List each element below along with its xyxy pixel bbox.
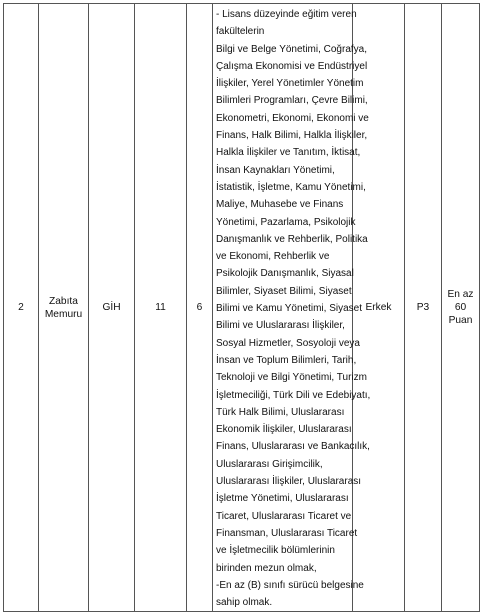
qualification-line: Çalışma Ekonomisi ve Endüstriyel [216,60,368,72]
kpss-type-cell [405,4,442,612]
table-row [4,4,480,612]
position-title-cell [39,4,89,612]
qualification-line: Halkla İlişkiler ve Tanıtım, İktisat, [216,147,361,159]
grade-cell [135,4,187,612]
qualification-line: Maliye, Muhasebe ve Finans [216,199,344,211]
position-title-line: Memuru [44,308,83,320]
qualification-line: Ekonometri, Ekonomi, Ekonomi ve [216,112,369,124]
gender-value: Erkek [365,302,392,314]
qualification-line: Bilimleri Programları, Çevre Bilimi, [216,95,368,107]
qualification-line: ve Ekonomi, Rehberlik ve [216,251,330,263]
qualification-cell [213,4,371,612]
qualification-line: ve İşletmecilik bölümlerinin [216,545,335,557]
qualification-line: İşletmeciliği, Türk Dili ve Edebiyatı, [216,389,371,401]
qualification-line: fakültelerin [216,26,265,38]
qualification-line: İşletme Yönetimi, Uluslararası [216,493,349,505]
qualification-line: Ekonomik İlişkiler, Uluslararası [216,424,352,436]
grade-value: 11 [155,302,166,314]
recruitment-table [3,3,480,612]
qualification-line: Finansman, Uluslararası Ticaret [216,527,358,539]
qualification-line: Bilimler, Siyaset Bilimi, Siyaset [216,285,352,297]
qualification-line: Teknoloji ve Bilgi Yönetimi, Turizm [216,372,367,384]
row-number-cell [4,4,39,612]
qualification-line: Bilimi ve Uluslararası İlişkiler, [216,320,345,332]
qualification-line: Sosyal Hizmetler, Sosyoloji veya [216,337,360,349]
position-title-line: Zabıta [49,295,78,307]
min-score-line: Puan [448,315,473,327]
qualification-line: Danışmanlık ve Rehberlik, Politika [216,233,368,245]
count-cell [187,4,213,612]
qualification-line: - Lisans düzeyinde eğitim veren [216,9,357,20]
qualification-line: Psikolojik Danışmanlık, Siyasal [216,268,354,280]
qualification-line: sahip olmak. [216,597,273,609]
qualification-line: birinden mezun olmak, [216,562,317,574]
qualification-line: İnsan Kaynakları Yönetimi, [216,164,335,176]
min-score-cell [442,4,480,612]
min-score-line: En az 60 [447,289,474,314]
class-value: GİH [102,302,121,314]
kpss-type-value: P3 [416,302,430,314]
qualification-line: Uluslararası Girişimcilik, [216,458,323,470]
class-cell [89,4,135,612]
qualification-line: Yönetimi, Pazarlama, Psikolojik [216,216,356,228]
count-value: 6 [196,302,203,314]
qualification-line: -En az (B) sınıfı sürücü belgesine [216,579,364,591]
qualification-line: Türk Halk Bilimi, Uluslararası [216,406,345,418]
qualification-line: İnsan ve Toplum Bilimleri, Tarih, [216,354,357,366]
qualification-line: İstatistik, İşletme, Kamu Yönetimi, [216,181,366,193]
qualification-line: Bilgi ve Belge Yönetimi, Coğrafya, [216,43,368,55]
qualification-line: Finans, Halk Bilimi, Halkla İlişkiler, [216,130,368,142]
qualification-line: Finans, Uluslararası ve Bankacılık, [216,441,370,453]
qualification-line: Bilimi ve Kamu Yönetimi, Siyaset [216,303,362,315]
qualification-line: Ticaret, Uluslararası Ticaret ve [216,510,352,522]
qualification-line: Uluslararası İlişkiler, Uluslararası [216,476,362,488]
row-number: 2 [18,302,24,314]
qualification-line: İlişkiler, Yerel Yönetimler Yönetim [216,78,364,90]
